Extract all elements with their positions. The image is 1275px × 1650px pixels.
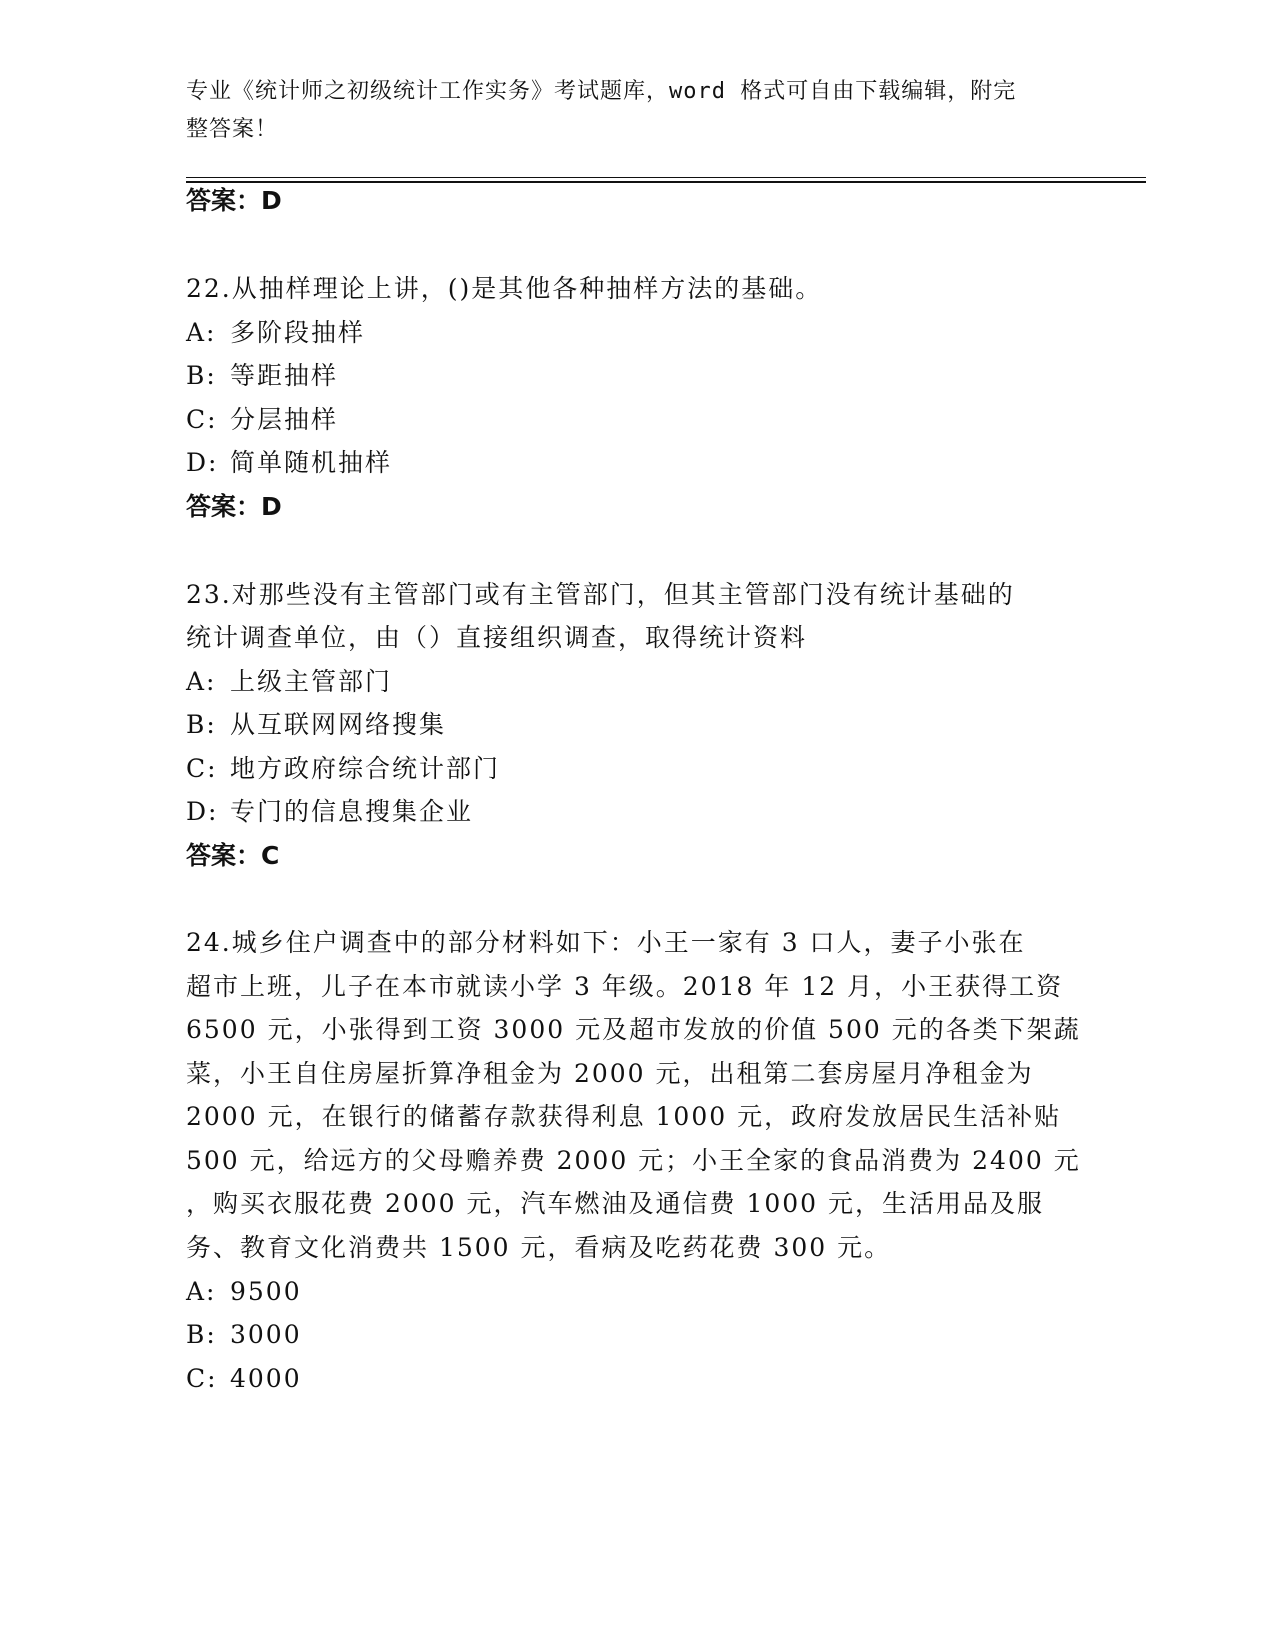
option-text: 上级主管部门 [230, 667, 393, 696]
prev-answer: 答案：D [186, 186, 282, 215]
option-key: B: [186, 710, 217, 739]
question-24-line-8: 务、教育文化消费共 1500 元，看病及吃药花费 300 元。 [186, 1233, 892, 1262]
question-23-option-d [186, 795, 473, 829]
option-key: C: [186, 405, 218, 434]
option-key: D: [186, 797, 219, 826]
option-key: A: [186, 1277, 217, 1306]
option-key: B: [186, 1320, 217, 1349]
header-line-1: 专业《统计师之初级统计工作实务》考试题库，word 格式可自由下载编辑，附完 [186, 79, 1017, 104]
question-23-line-2: 统计调查单位，由（）直接组织调查，取得统计资料 [186, 623, 808, 652]
option-text: 简单随机抽样 [230, 448, 393, 477]
question-24-line-4: 菜，小王自住房屋折算净租金为 2000 元，出租第二套房屋月净租金为 [186, 1059, 1034, 1088]
question-22-line-1: 22.从抽样理论上讲，()是其他各种抽样方法的基础。 [186, 274, 823, 303]
question-23-option-c [186, 752, 500, 786]
option-key: C: [186, 754, 218, 783]
question-23-answer: 答案：C [186, 841, 280, 870]
header-note [186, 73, 1066, 149]
question-24-option-c [186, 1362, 302, 1396]
option-text: 专门的信息搜集企业 [230, 797, 474, 826]
option-text: 等距抽样 [230, 361, 339, 390]
question-22-option-c [186, 403, 338, 437]
header-line-2: 整答案！ [186, 117, 279, 142]
question-22-option-b [186, 359, 338, 393]
header-rule-thin [186, 177, 1146, 178]
option-text: 从互联网网络搜集 [230, 710, 447, 739]
question-24-option-b [186, 1318, 302, 1352]
option-text: 9500 [230, 1277, 302, 1306]
question-23-line-1: 23.对那些没有主管部门或有主管部门，但其主管部门没有统计基础的 [186, 580, 1015, 609]
question-24-line-7: ，购买衣服花费 2000 元，汽车燃油及通信费 1000 元，生活用品及服 [186, 1189, 1045, 1218]
question-23-option-b [186, 708, 446, 742]
option-key: D: [186, 448, 219, 477]
question-22-answer: 答案：D [186, 492, 282, 521]
option-text: 4000 [230, 1364, 302, 1393]
question-22-option-d [186, 446, 392, 480]
question-22-option-a [186, 316, 365, 350]
question-24-line-6: 500 元，给远方的父母赡养费 2000 元；小王全家的食品消费为 2400 元 [186, 1146, 1081, 1175]
question-23-option-a [186, 665, 392, 699]
option-key: B: [186, 361, 217, 390]
question-24-option-a [186, 1275, 302, 1309]
question-24-line-1: 24.城乡住户调查中的部分材料如下：小王一家有 3 口人，妻子小张在 [186, 928, 1026, 957]
question-24-line-2: 超市上班，儿子在本市就读小学 3 年级。2018 年 12 月，小王获得工资 [186, 972, 1064, 1001]
header-rule-thick [186, 181, 1146, 183]
option-text: 分层抽样 [230, 405, 339, 434]
option-key: A: [186, 667, 217, 696]
option-key: A: [186, 318, 217, 347]
option-text: 多阶段抽样 [230, 318, 366, 347]
option-key: C: [186, 1364, 218, 1393]
option-text: 地方政府综合统计部门 [230, 754, 501, 783]
question-24-line-5: 2000 元，在银行的储蓄存款获得利息 1000 元，政府发放居民生活补贴 [186, 1102, 1062, 1131]
question-24-line-3: 6500 元，小张得到工资 3000 元及超市发放的价值 500 元的各类下架蔬 [186, 1015, 1081, 1044]
option-text: 3000 [230, 1320, 302, 1349]
